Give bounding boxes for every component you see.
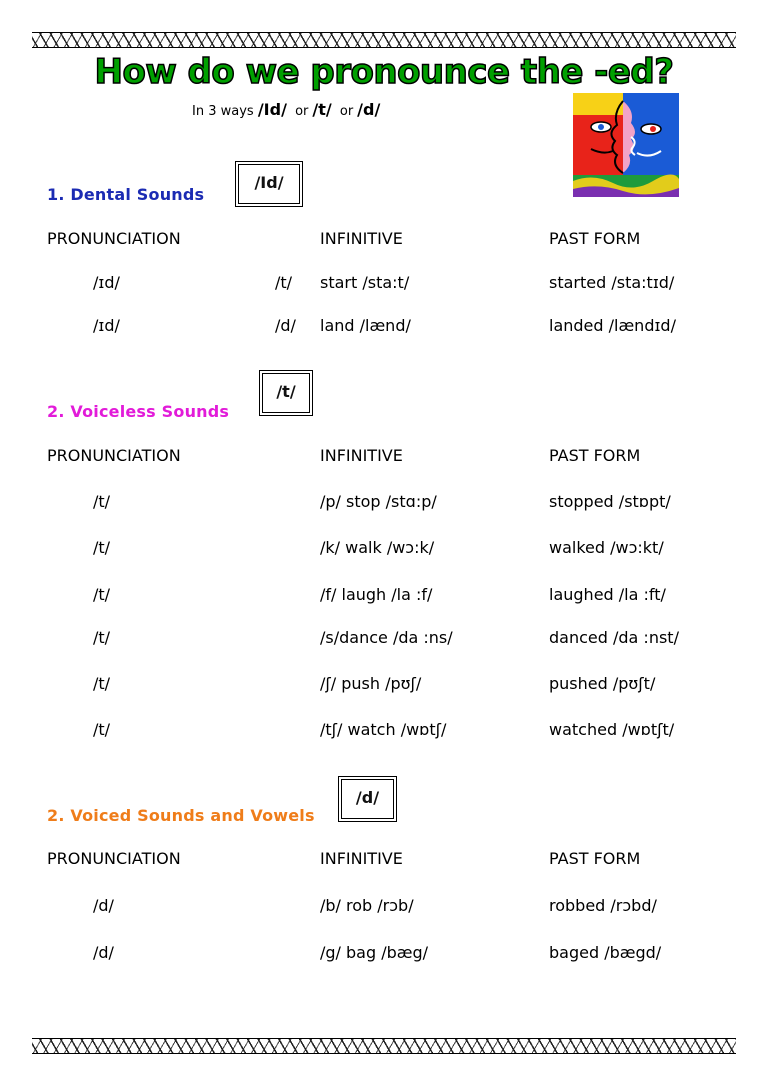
- row-past-form: danced /da :nst/: [549, 628, 679, 647]
- row-infinitive: /g/ bag /bæg/: [320, 943, 429, 962]
- subtitle-prefix: In 3 ways: [192, 104, 254, 119]
- page-title: How do we pronounce the -ed?: [94, 52, 674, 92]
- section2-sound-box: /t/: [262, 373, 310, 413]
- decorative-border-top: [32, 32, 736, 48]
- row-infinitive: /ʃ/ push /pʊʃ/: [320, 674, 422, 693]
- header-past-form: PAST FORM: [549, 229, 641, 248]
- row-infinitive: /s/dance /da :ns/: [320, 628, 453, 647]
- row-past-form: watched /wɒtʃt/: [549, 720, 675, 739]
- subtitle-id: /Id/: [257, 100, 287, 119]
- header-past-form: PAST FORM: [549, 849, 641, 868]
- row-infinitive: /p/ stop /stɑ:p/: [320, 492, 437, 511]
- row-past-form: baged /bægd/: [549, 943, 662, 962]
- section3-heading: 2. Voiced Sounds and Vowels: [47, 806, 315, 825]
- row-past-form: laughed /la :ft/: [549, 585, 666, 604]
- row-infinitive: /f/ laugh /la :f/: [320, 585, 433, 604]
- faces-illustration: [573, 93, 679, 197]
- header-infinitive: INFINITIVE: [320, 229, 403, 248]
- row-past-form: robbed /rɔbd/: [549, 896, 657, 915]
- row-pronunciation: /d/: [93, 896, 114, 915]
- row-infinitive: /b/ rob /rɔb/: [320, 896, 414, 915]
- row-pronunciation: /t/: [93, 585, 111, 604]
- subtitle-d: /d/: [357, 100, 381, 119]
- row-pronunciation: /t/: [93, 674, 111, 693]
- header-pronunciation: PRONUNCIATION: [47, 229, 181, 248]
- row-pronunciation: /ɪd/: [93, 273, 120, 292]
- decorative-border-bottom: [32, 1038, 736, 1054]
- section3-sound-box: /d/: [341, 779, 394, 819]
- row-infinitive: /k/ walk /wɔ:k/: [320, 538, 435, 557]
- subtitle-or: or: [295, 104, 309, 119]
- row-final-sound: /t/: [275, 273, 293, 292]
- header-pronunciation: PRONUNCIATION: [47, 446, 181, 465]
- header-pronunciation: PRONUNCIATION: [47, 849, 181, 868]
- row-infinitive: land /lænd/: [320, 316, 411, 335]
- row-pronunciation: /t/: [93, 492, 111, 511]
- subtitle-t: /t/: [312, 100, 332, 119]
- row-past-form: started /sta:tɪd/: [549, 273, 675, 292]
- header-past-form: PAST FORM: [549, 446, 641, 465]
- row-pronunciation: /ɪd/: [93, 316, 120, 335]
- row-infinitive: start /sta:t/: [320, 273, 410, 292]
- row-past-form: landed /lændɪd/: [549, 316, 676, 335]
- row-past-form: stopped /stɒpt/: [549, 492, 671, 511]
- row-final-sound: /d/: [275, 316, 296, 335]
- row-past-form: pushed /pʊʃt/: [549, 674, 656, 693]
- row-pronunciation: /d/: [93, 943, 114, 962]
- section1-sound-box: /Id/: [238, 164, 300, 204]
- row-pronunciation: /t/: [93, 628, 111, 647]
- subtitle-or: or: [339, 104, 354, 119]
- row-infinitive: /tʃ/ watch /wɒtʃ/: [320, 720, 447, 739]
- row-past-form: walked /wɔ:kt/: [549, 538, 664, 557]
- header-infinitive: INFINITIVE: [320, 849, 403, 868]
- header-infinitive: INFINITIVE: [320, 446, 403, 465]
- subtitle: [192, 100, 380, 119]
- section1-heading: 1. Dental Sounds: [47, 185, 205, 204]
- row-pronunciation: /t/: [93, 720, 111, 739]
- row-pronunciation: /t/: [93, 538, 111, 557]
- section2-heading: 2. Voiceless Sounds: [47, 402, 230, 421]
